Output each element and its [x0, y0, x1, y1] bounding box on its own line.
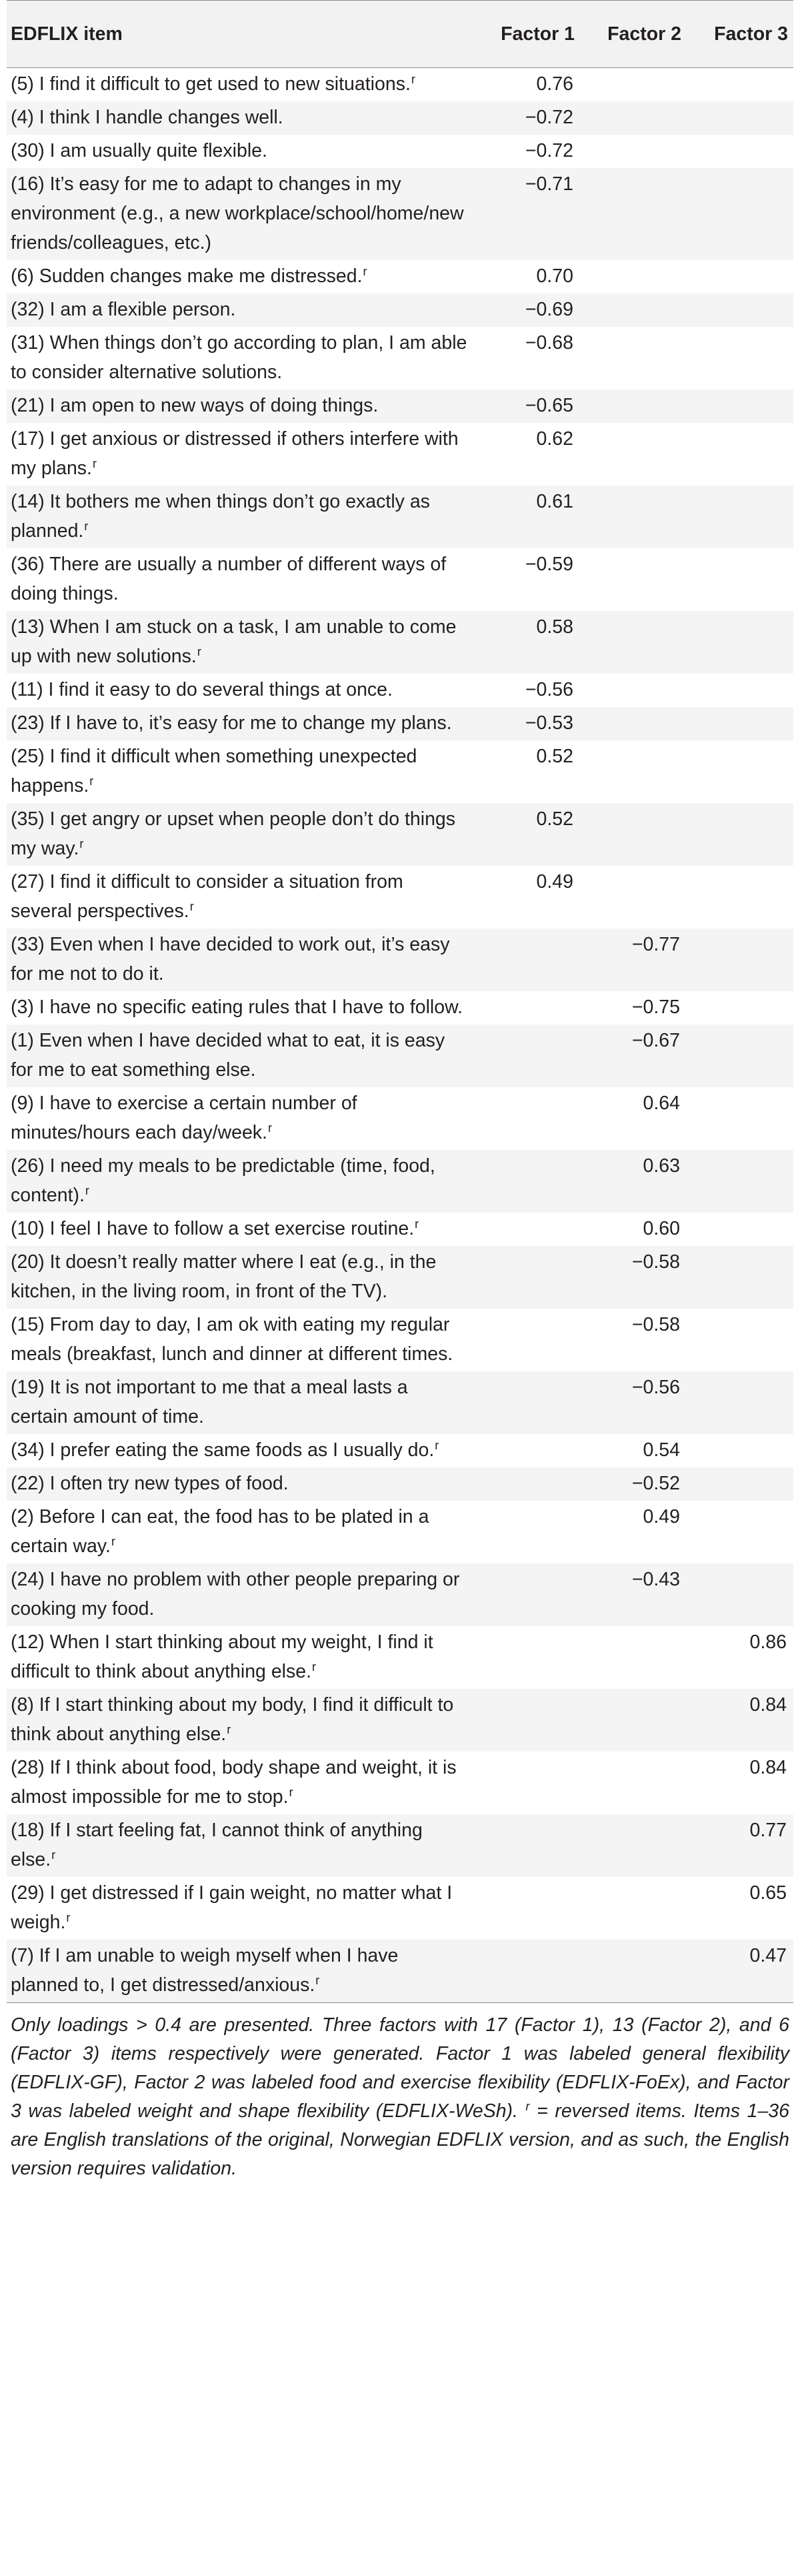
- factor-3-loading: 0.86: [749, 1632, 787, 1653]
- table-row: [7, 1309, 793, 1371]
- item-text: (25) I find it difficult when something unexpected happens.: [11, 746, 417, 796]
- factor-1-loading: [473, 1150, 580, 1213]
- item-text: (36) There are usually a number of different ways of doing things.: [11, 554, 447, 604]
- factor-3-loading: [687, 928, 793, 991]
- factor-3-loading: [687, 1213, 793, 1246]
- item-cell: [7, 611, 473, 674]
- item-text: (7) If I am unable to weigh myself when I have planned to, I get distressed/anxious.: [11, 1945, 399, 1996]
- item-cell: [7, 423, 473, 486]
- item-cell: [7, 803, 473, 866]
- factor-2-loading: −0.52: [631, 1473, 680, 1494]
- factor-3-loading: [687, 68, 793, 102]
- reversed-marker: r: [289, 1785, 293, 1799]
- factor-3-loading: 0.47: [687, 1940, 793, 2003]
- factor-1-loading: −0.68: [525, 332, 573, 354]
- factor-1-loading: −0.56: [525, 679, 573, 700]
- factor-2-loading: [580, 68, 687, 102]
- item-cell: [7, 486, 473, 548]
- factor-3-loading: [687, 611, 793, 674]
- table-row: [7, 423, 793, 486]
- factor-2-loading: −0.43: [631, 1569, 680, 1590]
- factor-2-loading: −0.77: [631, 934, 680, 955]
- item-cell: [7, 1087, 473, 1150]
- factor-1-loading: [473, 1087, 580, 1150]
- item-cell: [7, 991, 473, 1025]
- item-cell: [7, 1814, 473, 1877]
- item-text: (1) Even when I have decided what to eat, it is easy for me to eat something else.: [11, 1030, 445, 1081]
- factor-loadings-table: [7, 0, 793, 2003]
- footnote-text: Only loadings > 0.4 are presented. Three factors with 17 (Factor 1), 13 (Factor 2), and 6 (Factor 3) items respectively were generated. Factor 1 was labeled general flexibility (EDFLIX-GF), Factor 2 was labeled food and exercise flexibility (EDFLIX-FoEx), and Factor 3 was labeled weight and shape flexibility (EDFLIX-WeSh).: [11, 2014, 789, 2122]
- item-cell: [7, 1309, 473, 1371]
- item-cell: [7, 101, 473, 135]
- factor-1-loading: [473, 1814, 580, 1877]
- reversed-marker: r: [79, 836, 84, 850]
- table-row: [7, 548, 793, 611]
- item-cell: [7, 1626, 473, 1689]
- item-text: (9) I have to exercise a certain number of minutes/hours each day/week.: [11, 1093, 357, 1143]
- factor-1-loading: [473, 1877, 580, 1940]
- factor-1-loading: 0.49: [536, 871, 573, 892]
- item-text: (11) I find it easy to do several things at once.: [11, 679, 393, 700]
- factor-2-loading: [580, 1752, 687, 1814]
- factor-3-loading: [687, 1309, 793, 1371]
- factor-1-loading: [473, 991, 580, 1025]
- item-text: (8) If I start thinking about my body, I find it difficult to think about anything else.: [11, 1694, 454, 1745]
- item-cell: [7, 1213, 473, 1246]
- factor-1-loading: −0.72: [525, 107, 573, 128]
- item-cell: [7, 1434, 473, 1467]
- item-text: (35) I get angry or upset when people don’t do things my way.: [11, 808, 456, 859]
- reversed-marker: r: [411, 72, 415, 86]
- factor-3-loading: [687, 866, 793, 928]
- reversed-marker: r: [189, 899, 194, 913]
- factor-1-loading: 0.70: [536, 265, 573, 287]
- factor-2-loading: [580, 168, 687, 260]
- factor-2-loading: [580, 1689, 687, 1752]
- footnote-text-continued: = reversed items. Items 1–36 are English translations of the original, Norwegian EDFLIX version, and as such, the English version requires validation.: [11, 2100, 789, 2179]
- factor-2-loading: [580, 101, 687, 135]
- item-text: (13) When I am stuck on a task, I am unable to come up with new solutions.: [11, 616, 457, 667]
- factor-1-loading: [473, 1434, 580, 1467]
- table-row: [7, 674, 793, 707]
- item-text: (5) I find it difficult to get used to new situations.: [11, 73, 411, 95]
- table-row: [7, 168, 793, 260]
- reversed-marker: r: [415, 1217, 419, 1231]
- factor-1-loading: −0.72: [525, 140, 573, 161]
- factor-3-loading: [687, 803, 793, 866]
- factor-2-loading: 0.63: [643, 1155, 680, 1177]
- table-row: [7, 1434, 793, 1467]
- factor-1-loading: [473, 1563, 580, 1626]
- table-row: [7, 1814, 793, 1877]
- factor-2-loading: [580, 423, 687, 486]
- header-factor-1: Factor 1: [473, 1, 580, 68]
- item-text: (14) It bothers me when things don’t go exactly as planned.: [11, 491, 430, 542]
- item-text: (34) I prefer eating the same foods as I usually do.: [11, 1439, 435, 1461]
- factor-3-loading: 0.77: [749, 1820, 787, 1841]
- item-cell: [7, 1752, 473, 1814]
- factor-3-loading: [687, 1501, 793, 1563]
- item-cell: [7, 674, 473, 707]
- factor-3-loading: [687, 260, 793, 293]
- factor-1-loading: [473, 1626, 580, 1689]
- factor-2-loading: [580, 135, 687, 168]
- factor-2-loading: [580, 866, 687, 928]
- factor-1-loading: [473, 1025, 580, 1087]
- factor-1-loading: [473, 1246, 580, 1309]
- reversed-marker: r: [66, 1910, 71, 1924]
- table-row: [7, 260, 793, 293]
- factor-2-loading: −0.58: [631, 1251, 680, 1273]
- factor-1-loading: [473, 1689, 580, 1752]
- reversed-marker: r: [312, 1660, 317, 1674]
- factor-3-loading: [687, 1087, 793, 1150]
- item-text: (10) I feel I have to follow a set exercise routine.: [11, 1218, 415, 1239]
- factor-1-loading: 0.62: [536, 428, 573, 450]
- factor-2-loading: −0.75: [631, 997, 680, 1018]
- factor-1-loading: −0.69: [525, 299, 573, 320]
- item-cell: [7, 260, 473, 293]
- table-row: [7, 293, 793, 327]
- reversed-marker: r: [363, 264, 367, 278]
- header-edflix-item: EDFLIX item: [7, 1, 473, 68]
- item-cell: [7, 740, 473, 803]
- table-row: [7, 390, 793, 423]
- factor-2-loading: [580, 548, 687, 611]
- item-cell: [7, 390, 473, 423]
- factor-1-loading: [473, 1309, 580, 1371]
- header-factor-2: Factor 2: [580, 1, 687, 68]
- factor-1-loading: [473, 928, 580, 991]
- reversed-marker: r: [89, 774, 94, 788]
- item-text: (33) Even when I have decided to work out, it’s easy for me not to do it.: [11, 934, 450, 985]
- factor-1-loading: [473, 1940, 580, 2003]
- table-row: [7, 1626, 793, 1689]
- factor-2-loading: [580, 327, 687, 390]
- item-cell: [7, 1501, 473, 1563]
- table-row: [7, 707, 793, 740]
- table-header-row: [7, 1, 793, 68]
- factor-1-loading: 0.52: [536, 808, 573, 830]
- factor-1-loading: 0.61: [536, 491, 573, 512]
- item-text: (17) I get anxious or distressed if others interfere with my plans.: [11, 428, 459, 479]
- item-cell: [7, 1150, 473, 1213]
- header-factor-3: Factor 3: [687, 1, 793, 68]
- factor-3-loading: 0.65: [749, 1882, 787, 1904]
- table-row: [7, 1501, 793, 1563]
- table-row: [7, 327, 793, 390]
- item-cell: [7, 1877, 473, 1940]
- item-cell: [7, 1689, 473, 1752]
- table-row: [7, 611, 793, 674]
- factor-2-loading: [580, 260, 687, 293]
- table-row: [7, 740, 793, 803]
- table-body: [7, 68, 793, 2003]
- table-row: [7, 1467, 793, 1501]
- table-row: [7, 1213, 793, 1246]
- item-cell: [7, 327, 473, 390]
- item-text: (21) I am open to new ways of doing things.: [11, 395, 379, 416]
- item-text: (18) If I start feeling fat, I cannot think of anything else.: [11, 1820, 423, 1870]
- item-cell: [7, 548, 473, 611]
- factor-3-loading: [687, 1025, 793, 1087]
- factor-3-loading: [687, 991, 793, 1025]
- reversed-marker: r: [435, 1438, 439, 1452]
- factor-3-loading: [687, 327, 793, 390]
- item-cell: [7, 1025, 473, 1087]
- factor-1-loading: [473, 1467, 580, 1501]
- table-row: [7, 991, 793, 1025]
- reversed-marker: r: [85, 1183, 89, 1197]
- table-footnote: [7, 2003, 793, 2183]
- item-cell: [7, 866, 473, 928]
- factor-1-loading: [473, 1371, 580, 1434]
- factor-3-loading: [687, 390, 793, 423]
- table-row: [7, 1087, 793, 1150]
- factor-2-loading: 0.49: [643, 1506, 680, 1527]
- factor-1-loading: 0.52: [536, 746, 573, 767]
- factor-1-loading: −0.65: [525, 395, 573, 416]
- table-row: [7, 1877, 793, 1940]
- table-row: [7, 1752, 793, 1814]
- factor-3-loading: [687, 674, 793, 707]
- item-text: (29) I get distressed if I gain weight, no matter what I weigh.: [11, 1882, 453, 1933]
- reversed-marker: r: [51, 1848, 56, 1862]
- table-row: [7, 486, 793, 548]
- item-cell: [7, 1467, 473, 1501]
- factor-3-loading: [687, 101, 793, 135]
- item-cell: [7, 168, 473, 260]
- factor-3-loading: [687, 1371, 793, 1434]
- factor-2-loading: [580, 1626, 687, 1689]
- item-text: (22) I often try new types of food.: [11, 1473, 289, 1494]
- factor-2-loading: [580, 803, 687, 866]
- item-cell: [7, 1940, 473, 2003]
- factor-2-loading: [580, 390, 687, 423]
- factor-1-loading: −0.59: [525, 554, 573, 575]
- table-row: [7, 866, 793, 928]
- factor-2-loading: −0.58: [631, 1314, 680, 1335]
- table-row: [7, 68, 793, 102]
- reversed-marker: r: [197, 644, 201, 658]
- item-cell: [7, 68, 473, 102]
- item-text: (28) If I think about food, body shape and weight, it is almost impossible for me to stop.: [11, 1757, 457, 1808]
- item-text: (4) I think I handle changes well.: [11, 107, 283, 128]
- table-row: [7, 101, 793, 135]
- item-text: (20) It doesn’t really matter where I eat (e.g., in the kitchen, in the living room, in front of the TV).: [11, 1251, 437, 1302]
- table-row: [7, 1940, 793, 2003]
- item-text: (16) It’s easy for me to adapt to changes in my environment (e.g., a new workplace/school/home/new friends/colleagues, etc.): [11, 173, 464, 253]
- factor-2-loading: −0.67: [631, 1030, 680, 1051]
- factor-1-loading: [473, 1501, 580, 1563]
- reversed-marker: r: [92, 456, 97, 470]
- table-row: [7, 1563, 793, 1626]
- factor-2-loading: [580, 1940, 687, 2003]
- factor-3-loading: [687, 423, 793, 486]
- factor-2-loading: [580, 486, 687, 548]
- factor-3-loading: [687, 740, 793, 803]
- reversed-marker: r: [84, 519, 89, 533]
- item-text: (19) It is not important to me that a meal lasts a certain amount of time.: [11, 1377, 408, 1427]
- reversed-marker: r: [525, 2099, 530, 2113]
- factor-2-loading: [580, 707, 687, 740]
- factor-2-loading: 0.54: [643, 1439, 680, 1461]
- factor-1-loading: [473, 1213, 580, 1246]
- item-cell: [7, 293, 473, 327]
- factor-2-loading: 0.60: [643, 1218, 680, 1239]
- factor-2-loading: [580, 740, 687, 803]
- table-row: [7, 1150, 793, 1213]
- reversed-marker: r: [267, 1121, 272, 1135]
- item-cell: [7, 707, 473, 740]
- factor-2-loading: −0.56: [631, 1377, 680, 1398]
- item-text: (26) I need my meals to be predictable (time, food, content).: [11, 1155, 435, 1206]
- item-text: (31) When things don’t go according to plan, I am able to consider alternative solutions.: [11, 332, 467, 383]
- item-text: (27) I find it difficult to consider a situation from several perspectives.: [11, 871, 403, 922]
- item-text: (24) I have no problem with other people preparing or cooking my food.: [11, 1569, 460, 1620]
- factor-3-loading: [687, 135, 793, 168]
- factor-2-loading: [580, 1814, 687, 1877]
- factor-3-loading: [687, 1434, 793, 1467]
- item-cell: [7, 1563, 473, 1626]
- factor-3-loading: [687, 168, 793, 260]
- factor-3-loading: 0.84: [749, 1757, 787, 1778]
- item-text: (23) If I have to, it’s easy for me to change my plans.: [11, 712, 452, 734]
- factor-1-loading: [473, 1752, 580, 1814]
- item-cell: [7, 1246, 473, 1309]
- item-text: (30) I am usually quite flexible.: [11, 140, 267, 161]
- factor-2-loading: [580, 1877, 687, 1940]
- factor-3-loading: [687, 1246, 793, 1309]
- factor-3-loading: [687, 1467, 793, 1501]
- table-row: [7, 803, 793, 866]
- table-row: [7, 1371, 793, 1434]
- factor-3-loading: [687, 548, 793, 611]
- factor-1-loading: −0.71: [525, 173, 573, 195]
- factor-2-loading: [580, 674, 687, 707]
- factor-2-loading: 0.64: [643, 1093, 680, 1114]
- item-cell: [7, 135, 473, 168]
- factor-3-loading: [687, 486, 793, 548]
- reversed-marker: r: [227, 1722, 231, 1736]
- item-text: (6) Sudden changes make me distressed.: [11, 265, 363, 287]
- item-text: (15) From day to day, I am ok with eating my regular meals (breakfast, lunch and dinner at different times.: [11, 1314, 453, 1365]
- item-text: (12) When I start thinking about my weight, I find it difficult to think about anything else.: [11, 1632, 433, 1682]
- factor-2-loading: [580, 293, 687, 327]
- table-row: [7, 928, 793, 991]
- factor-3-loading: [687, 1563, 793, 1626]
- factor-2-loading: [580, 611, 687, 674]
- item-text: (2) Before I can eat, the food has to be plated in a certain way.: [11, 1506, 429, 1557]
- item-text: (32) I am a flexible person.: [11, 299, 236, 320]
- reversed-marker: r: [315, 1973, 320, 1987]
- factor-1-loading: 0.58: [536, 616, 573, 638]
- factor-3-loading: [687, 707, 793, 740]
- table-row: [7, 1246, 793, 1309]
- table-row: [7, 1025, 793, 1087]
- factor-3-loading: [687, 1150, 793, 1213]
- reversed-marker: r: [111, 1534, 115, 1548]
- item-text: (3) I have no specific eating rules that I have to follow.: [11, 997, 463, 1018]
- table-row: [7, 1689, 793, 1752]
- item-cell: [7, 1371, 473, 1434]
- item-cell: [7, 928, 473, 991]
- factor-3-loading: 0.84: [749, 1694, 787, 1716]
- factor-3-loading: [687, 293, 793, 327]
- factor-1-loading: 0.76: [536, 73, 573, 95]
- factor-1-loading: −0.53: [525, 712, 573, 734]
- table-row: [7, 135, 793, 168]
